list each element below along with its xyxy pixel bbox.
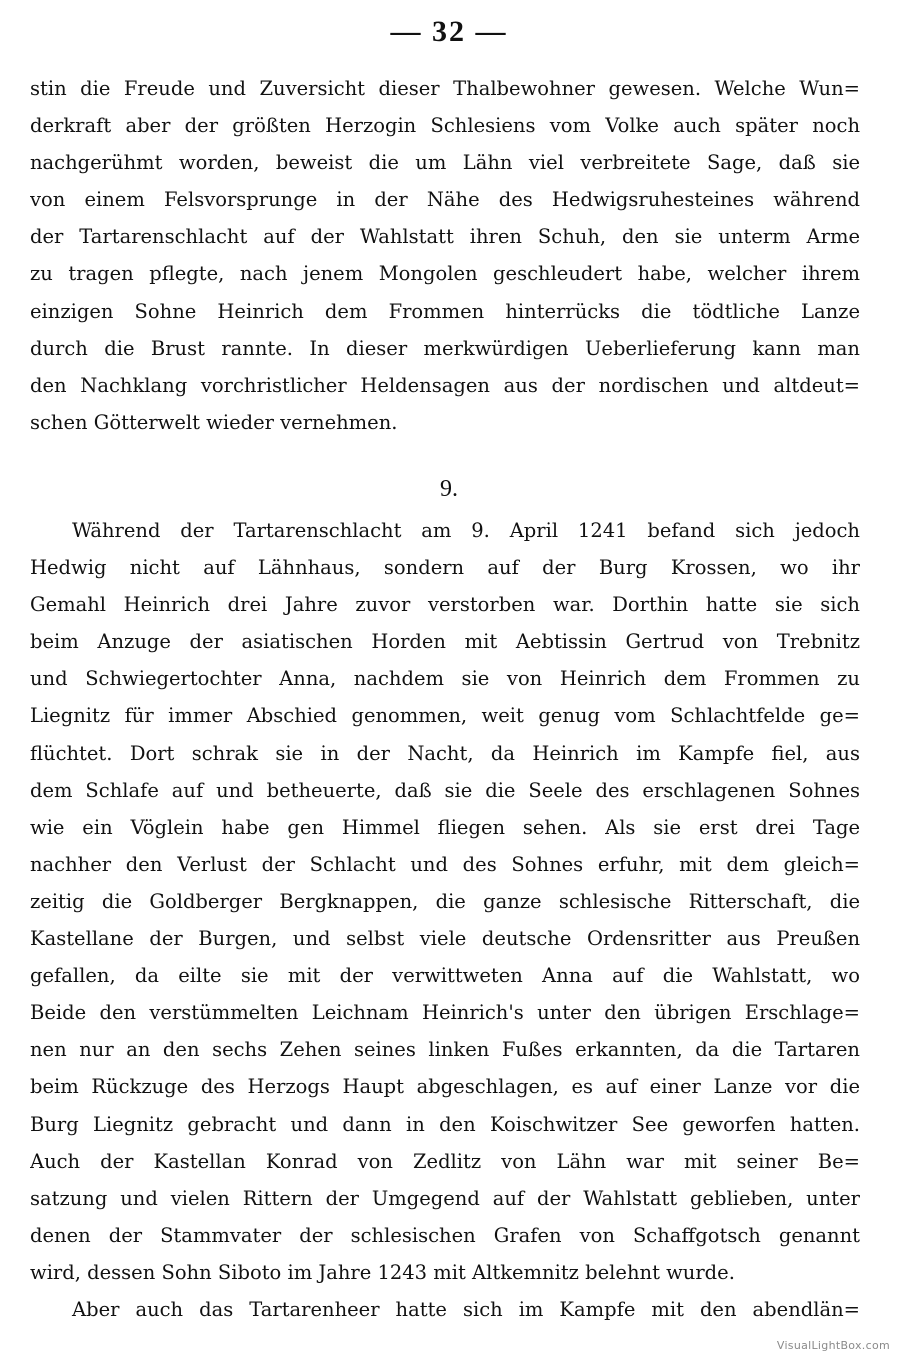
text-line: Burg Liegnitz gebracht und dann in den Koischwitzer See geworfen hatten.: [30, 1112, 860, 1136]
paragraph-1: [30, 70, 860, 441]
text-line: nachgerühmt worden, beweist die um Lähn viel verbreitete Sage, daß sie: [30, 151, 860, 175]
text-line: nen nur an den sechs Zehen seines linken Fußes erkannten, da die Tartaren: [30, 1038, 860, 1062]
text-line: Kastellane der Burgen, und selbst viele deutsche Ordensritter aus Preußen: [30, 927, 860, 951]
text-line: Gemahl Heinrich drei Jahre zuvor verstorben war. Dorthin hatte sie sich: [30, 593, 860, 617]
page-number: — 32 —: [390, 15, 508, 48]
text-line: beim Anzuge der asiatischen Horden mit Aebtissin Gertrud von Trebnitz: [30, 630, 860, 654]
text-line: wie ein Vöglein habe gen Himmel fliegen sehen. Als sie erst drei Tage: [30, 815, 860, 839]
text-line: zeitig die Goldberger Bergknappen, die ganze schlesische Ritterschaft, die: [30, 889, 860, 913]
paragraph-2: [30, 512, 860, 1328]
text-line: wird, dessen Sohn Siboto im Jahre 1243 mit Altkemnitz belehnt wurde.: [30, 1260, 735, 1284]
paragraph-3-line: Aber auch das Tartarenheer hatte sich im Kampfe mit den abendlän=: [72, 1297, 860, 1321]
text-line: Hedwig nicht auf Lähnhaus, sondern auf der Burg Krossen, wo ihr: [30, 556, 860, 580]
text-line: beim Rückzuge des Herzogs Haupt abgeschlagen, es auf einer Lanze vor die: [30, 1075, 860, 1099]
text-line: satzung und vielen Rittern der Umgegend auf der Wahlstatt geblieben, unter: [30, 1186, 860, 1210]
text-line: flüchtet. Dort schrak sie in der Nacht, da Heinrich im Kampfe fiel, aus: [30, 741, 860, 765]
text-line: denen der Stammvater der schlesischen Grafen von Schaffgotsch genannt: [30, 1223, 860, 1247]
text-line: von einem Felsvorsprunge in der Nähe des Hedwigsruhesteines während: [30, 188, 860, 212]
text-line: stin die Freude und Zuversicht dieser Thalbewohner gewesen. Welche Wun=: [30, 77, 860, 100]
section-heading: 9.: [440, 476, 458, 502]
text-line: dem Schlafe auf und betheuerte, daß sie die Seele des erschlagenen Sohnes: [30, 778, 860, 802]
text-line: einzigen Sohne Heinrich dem Frommen hinterrücks die tödtliche Lanze: [30, 299, 860, 323]
text-line: der Tartarenschlacht auf der Wahlstatt ihren Schuh, den sie unterm Arme: [30, 225, 860, 249]
text-line: zu tragen pflegte, nach jenem Mongolen geschleudert habe, welcher ihrem: [30, 262, 860, 286]
text-line: Auch der Kastellan Konrad von Zedlitz von Lähn war mit seiner Be=: [30, 1149, 860, 1173]
text-line: durch die Brust rannte. In dieser merkwürdigen Ueberlieferung kann man: [30, 336, 860, 360]
text-line: den Nachklang vorchristlicher Heldensagen aus der nordischen und altdeut=: [30, 373, 860, 397]
text-line: nachher den Verlust der Schlacht und des Sohnes erfuhr, mit dem gleich=: [30, 852, 860, 876]
text-line: schen Götterwelt wieder vernehmen.: [30, 410, 398, 434]
text-line: derkraft aber der größten Herzogin Schlesiens vom Volke auch später noch: [30, 114, 860, 138]
text-line: und Schwiegertochter Anna, nachdem sie von Heinrich dem Frommen zu: [30, 667, 860, 691]
text-line: Liegnitz für immer Abschied genommen, weit genug vom Schlachtfelde ge=: [30, 704, 860, 728]
text-line: gefallen, da eilte sie mit der verwittweten Anna auf die Wahlstatt, wo: [30, 964, 860, 988]
text-line: Während der Tartarenschlacht am 9. April 1241 befand sich jedoch: [72, 519, 860, 542]
watermark: VisualLightBox.com: [776, 1339, 890, 1352]
text-line: Beide den verstümmelten Leichnam Heinrich's unter den übrigen Erschlage=: [30, 1001, 860, 1025]
